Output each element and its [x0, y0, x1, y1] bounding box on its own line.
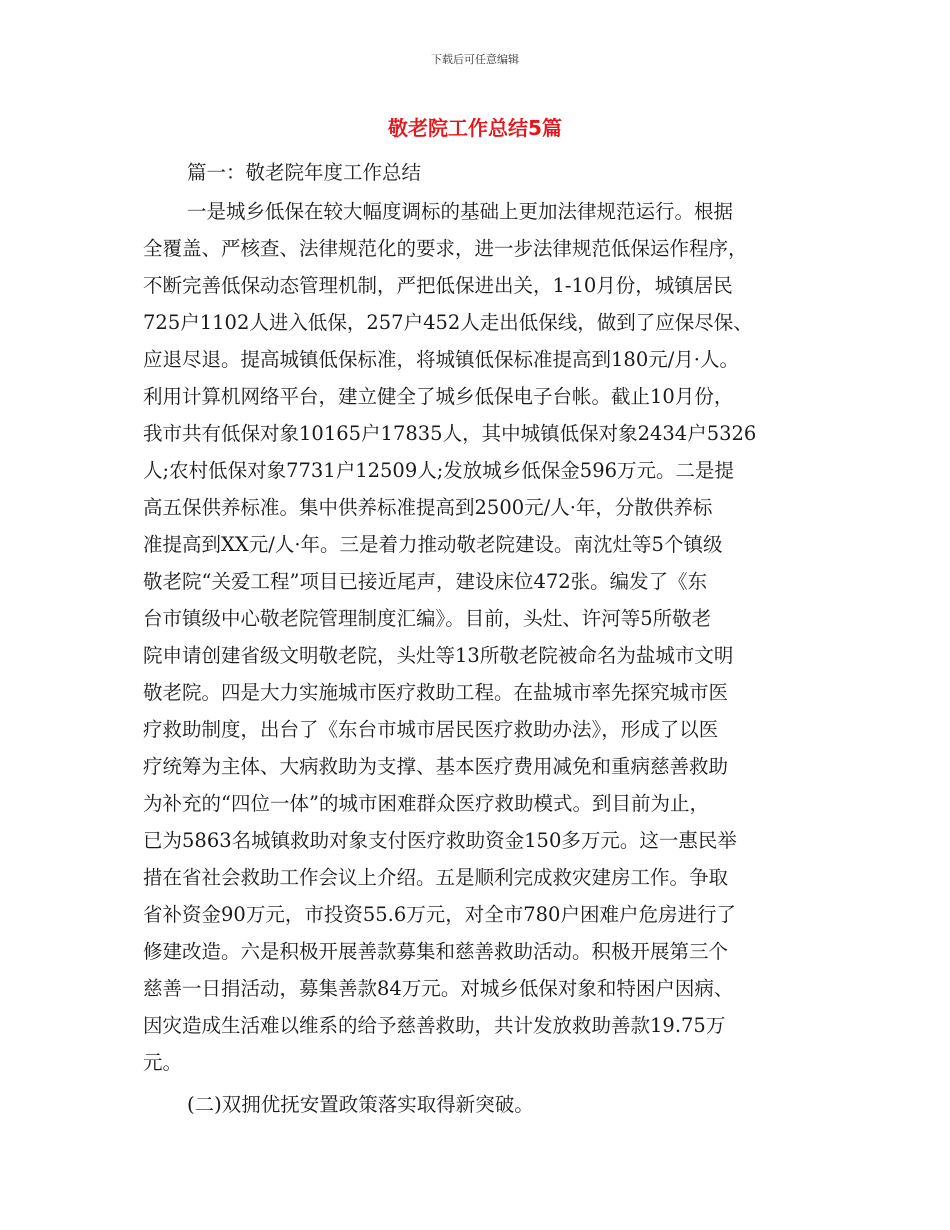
paragraph-line: 敬老院“关爱工程”项目已接近尾声，建设床位472张。编发了《东	[143, 570, 708, 593]
paragraph-line: 高五保供养标准。集中供养标准提高到2500元/人·年，分散供养标	[143, 496, 713, 519]
document-title: 敬老院工作总结5篇	[388, 116, 562, 140]
paragraph-line: 因灾造成生活难以维系的给予慈善救助，共计发放救助善款19.75万	[143, 1014, 726, 1037]
paragraph-line: 一是城乡低保在较大幅度调标的基础上更加法律规范运行。根据	[187, 200, 734, 223]
paragraph-line: 敬老院。四是大力实施城市医疗救助工程。在盐城市率先探究城市医	[143, 681, 729, 704]
section-subheading: (二)双拥优抚安置政策落实取得新突破。	[187, 1093, 534, 1116]
paragraph-line: 我市共有低保对象10165户17835人，其中城镇低保对象2434户5326	[143, 422, 757, 445]
paragraph-line: 疗统筹为主体、大病救助为支撑、基本医疗费用减免和重病慈善救助	[143, 755, 729, 778]
paragraph-line: 元。	[143, 1051, 183, 1074]
paragraph-line: 人;农村低保对象7731户12509人;发放城乡低保金596万元。二是提	[143, 459, 735, 482]
paragraph-line: 全覆盖、严核查、法律规范化的要求，进一步法律规范低保运作程序，	[143, 237, 748, 260]
paragraph-line: 院申请创建省级文明敬老院，头灶等13所敬老院被命名为盐城市文明	[143, 644, 734, 667]
paragraph-line: 台市镇级中心敬老院管理制度汇编》。目前，头灶、许河等5所敬老	[143, 607, 712, 630]
paragraph-line: 修建改造。六是积极开展善款募集和慈善救助活动。积极开展第三个	[143, 940, 729, 963]
page-header-note: 下载后可任意编辑	[431, 53, 519, 66]
paragraph-line: 利用计算机网络平台，建立健全了城乡低保电子台帐。截止10月份，	[143, 385, 734, 408]
section-heading: 篇一：敬老院年度工作总结	[187, 161, 422, 184]
paragraph-line: 疗救助制度，出台了《东台市城市居民医疗救助办法》，形成了以医	[143, 718, 719, 741]
paragraph-line: 已为5863名城镇救助对象支付医疗救助资金150多万元。这一惠民举	[143, 829, 737, 852]
paragraph-line: 慈善一日捐活动，募集善款84万元。对城乡低保对象和特困户因病、	[143, 977, 734, 1000]
paragraph-line: 725户1102人进入低保，257户452人走出低保线，做到了应保尽保、	[143, 311, 753, 334]
paragraph-line: 准提高到XX元/人·年。三是着力推动敬老院建设。南沈灶等5个镇级	[143, 533, 723, 556]
paragraph-line: 省补资金90万元，市投资55.6万元，对全市780户困难户危房进行了	[143, 903, 736, 926]
paragraph-line: 为补充的“四位一体”的城市困难群众医疗救助模式。到目前为止，	[143, 792, 709, 815]
paragraph-line: 应退尽退。提高城镇低保标准，将城镇低保标准提高到180元/月·人。	[143, 348, 739, 371]
paragraph-line: 不断完善低保动态管理机制，严把低保进出关，1-10月份，城镇居民	[143, 274, 733, 297]
paragraph-line: 措在省社会救助工作会议上介绍。五是顺利完成救灾建房工作。争取	[143, 866, 729, 889]
